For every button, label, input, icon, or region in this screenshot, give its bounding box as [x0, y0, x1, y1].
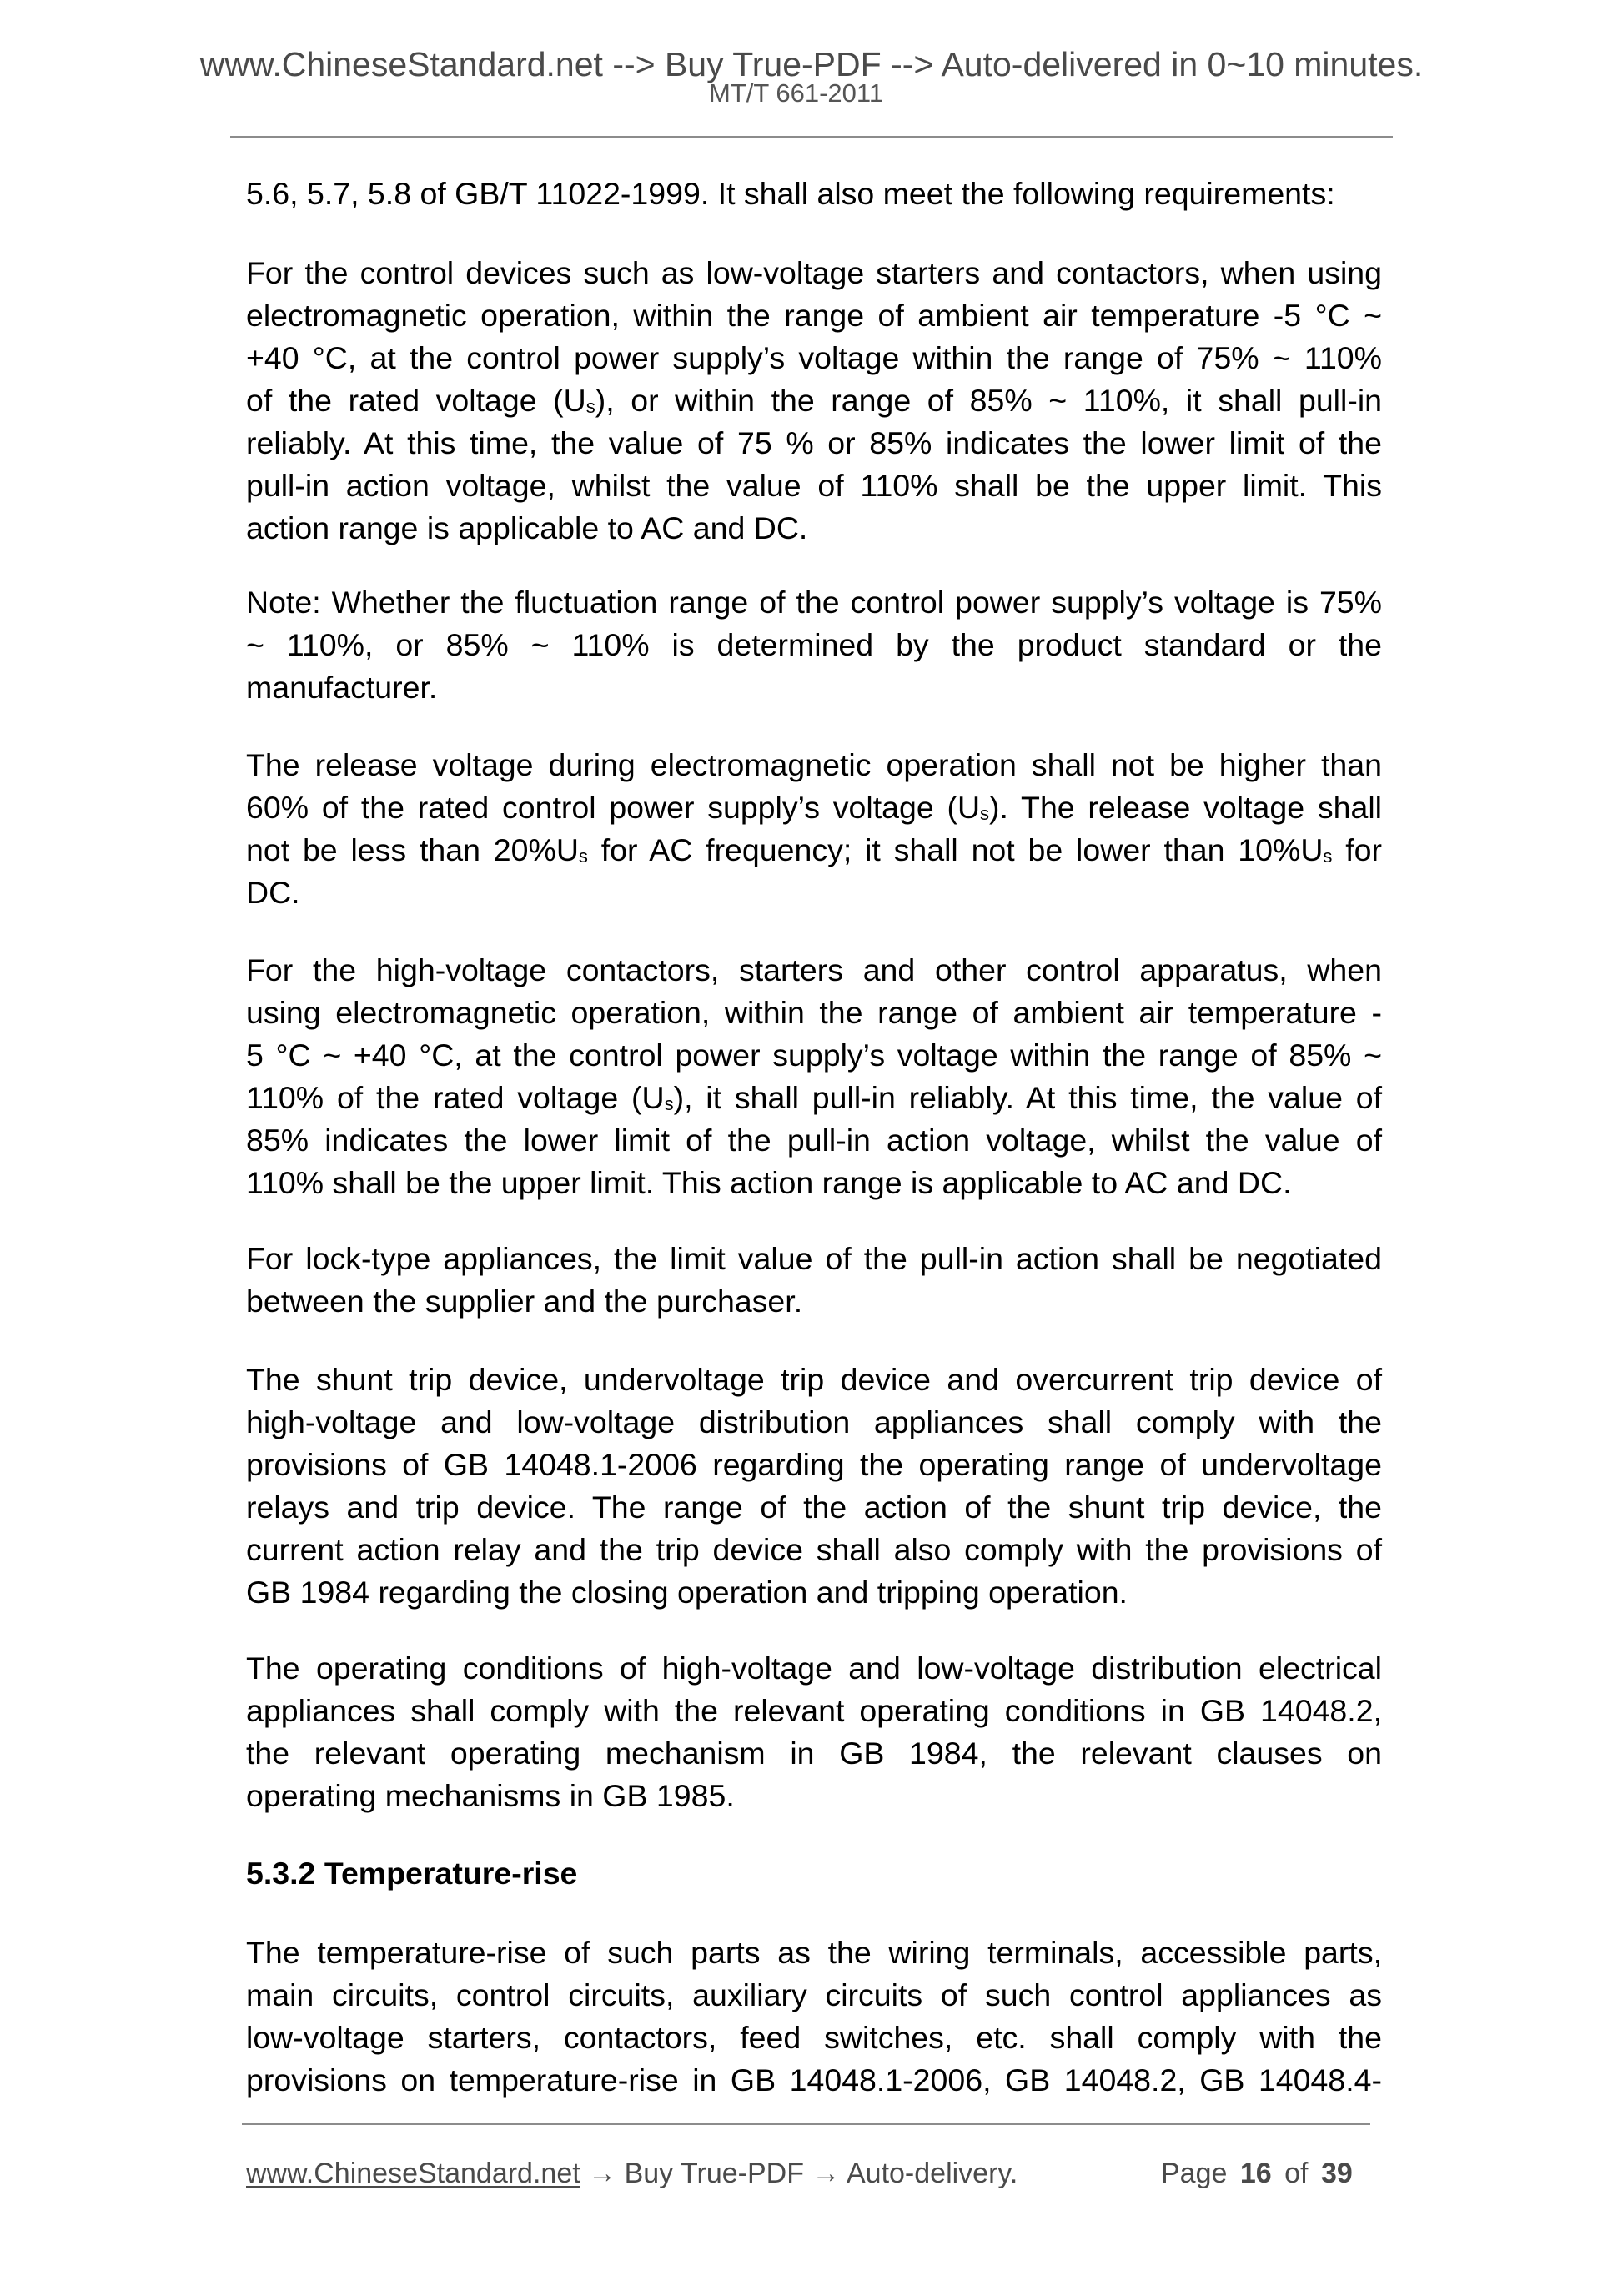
page-indicator: [1161, 2155, 1353, 2192]
text-line: 5 °C ~ +40 °C, at the control power supply’s voltage within the range of 85% ~: [246, 1037, 1382, 1073]
text-line: 110% shall be the upper limit. This action range is applicable to AC and DC.: [246, 1165, 1292, 1200]
text-line: GB 1984 regarding the closing operation and tripping operation.: [246, 1575, 1128, 1610]
text-line: Note: Whether the fluctuation range of the control power supply’s voltage is 75%: [246, 585, 1382, 620]
text-line: electromagnetic operation, within the range of ambient air temperature -5 °C ~: [246, 298, 1382, 333]
text-line: operating mechanisms in GB 1985.: [246, 1778, 735, 1813]
text-line: manufacturer.: [246, 670, 438, 705]
text-line: of the rated voltage (Us), or within the range of 85% ~ 110%, it shall pull-in: [246, 383, 1383, 418]
text-line: pull-in action voltage, whilst the value of 110% shall be the upper limit. This: [246, 468, 1382, 503]
text-line: the relevant operating mechanism in GB 1984, the relevant clauses on: [246, 1736, 1382, 1771]
text-line: not be less than 20%Us for AC frequency; it shall not be lower than 10%Us for: [246, 832, 1382, 867]
text-line: provisions on temperature-rise in GB 14048.1-2006, GB 14048.2, GB 14048.4-: [246, 2062, 1382, 2098]
standard-code: MT/T 661-2011: [709, 78, 884, 108]
page-label: Page: [1161, 2158, 1228, 2189]
text-line: ~ 110%, or 85% ~ 110% is determined by the product standard or the: [246, 627, 1382, 662]
text-line: appliances shall comply with the relevant operating conditions in GB 14048.2,: [246, 1693, 1382, 1728]
text-line: between the supplier and the purchaser.: [246, 1284, 803, 1319]
text-line: 85% indicates the lower limit of the pull-in action voltage, whilst the value of: [246, 1123, 1382, 1158]
text-line: main circuits, control circuits, auxiliary circuits of such control appliances as: [246, 1977, 1382, 2012]
text-line: The shunt trip device, undervoltage trip device and overcurrent trip device of: [246, 1362, 1382, 1397]
text-line: reliably. At this time, the value of 75 % or 85% indicates the lower limit of the: [246, 425, 1382, 460]
text-line: 5.6, 5.7, 5.8 of GB/T 11022-1999. It shall also meet the following requirements:: [246, 176, 1335, 211]
subscript: s: [578, 846, 588, 867]
text-line: The temperature-rise of such parts as the wiring terminals, accessible parts,: [246, 1935, 1382, 1970]
footer-promo: [246, 2155, 1018, 2192]
page-current: 16: [1239, 2158, 1272, 2189]
footer-divider: [242, 2123, 1370, 2125]
header-banner: www.ChineseStandard.net --> Buy True-PDF --> Auto-delivered in 0~10 minutes.: [199, 45, 1424, 83]
text-line: The release voltage during electromagnetic operation shall not be higher than: [246, 747, 1382, 782]
text-line: low-voltage starters, contactors, feed switches, etc. shall comply with the: [246, 2020, 1382, 2055]
text-line: high-voltage and low-voltage distribution appliances shall comply with the: [246, 1404, 1382, 1439]
text-line: For the control devices such as low-voltage starters and contactors, when using: [246, 255, 1382, 290]
text-line: provisions of GB 14048.1-2006 regarding the operating range of undervoltage: [246, 1447, 1382, 1482]
subscript: s: [585, 396, 595, 417]
footer-promo-text: → Buy True-PDF → Auto-delivery.: [580, 2158, 1018, 2189]
text-line: relays and trip device. The range of the action of the shunt trip device, the: [246, 1490, 1382, 1525]
page-of: of: [1284, 2158, 1309, 2189]
subscript: s: [664, 1093, 674, 1114]
text-line: current action relay and the trip device shall also comply with the provisions of: [246, 1532, 1382, 1567]
text-line: 5.3.2 Temperature-rise: [246, 1856, 578, 1891]
text-line: For lock-type appliances, the limit value of the pull-in action shall be negotiated: [246, 1241, 1382, 1276]
text-line: For the high-voltage contactors, starters and other control apparatus, when: [246, 952, 1382, 987]
text-line: The operating conditions of high-voltage and low-voltage distribution electrical: [246, 1650, 1382, 1686]
text-line: DC.: [246, 875, 300, 910]
text-line: 60% of the rated control power supply’s voltage (Us). The release voltage shall: [246, 790, 1382, 825]
subscript: s: [980, 803, 990, 824]
footer-site-link[interactable]: www.ChineseStandard.net: [246, 2158, 580, 2189]
text-line: 110% of the rated voltage (Us), it shall pull-in reliably. At this time, the value of: [246, 1080, 1383, 1115]
text-line: action range is applicable to AC and DC.: [246, 510, 808, 545]
subscript: s: [1323, 846, 1333, 867]
text-line: +40 °C, at the control power supply’s voltage within the range of 75% ~ 110%: [246, 340, 1382, 375]
text-line: using electromagnetic operation, within the range of ambient air temperature -: [246, 995, 1382, 1030]
page-total: 39: [1320, 2158, 1353, 2189]
header-divider: [230, 136, 1393, 138]
